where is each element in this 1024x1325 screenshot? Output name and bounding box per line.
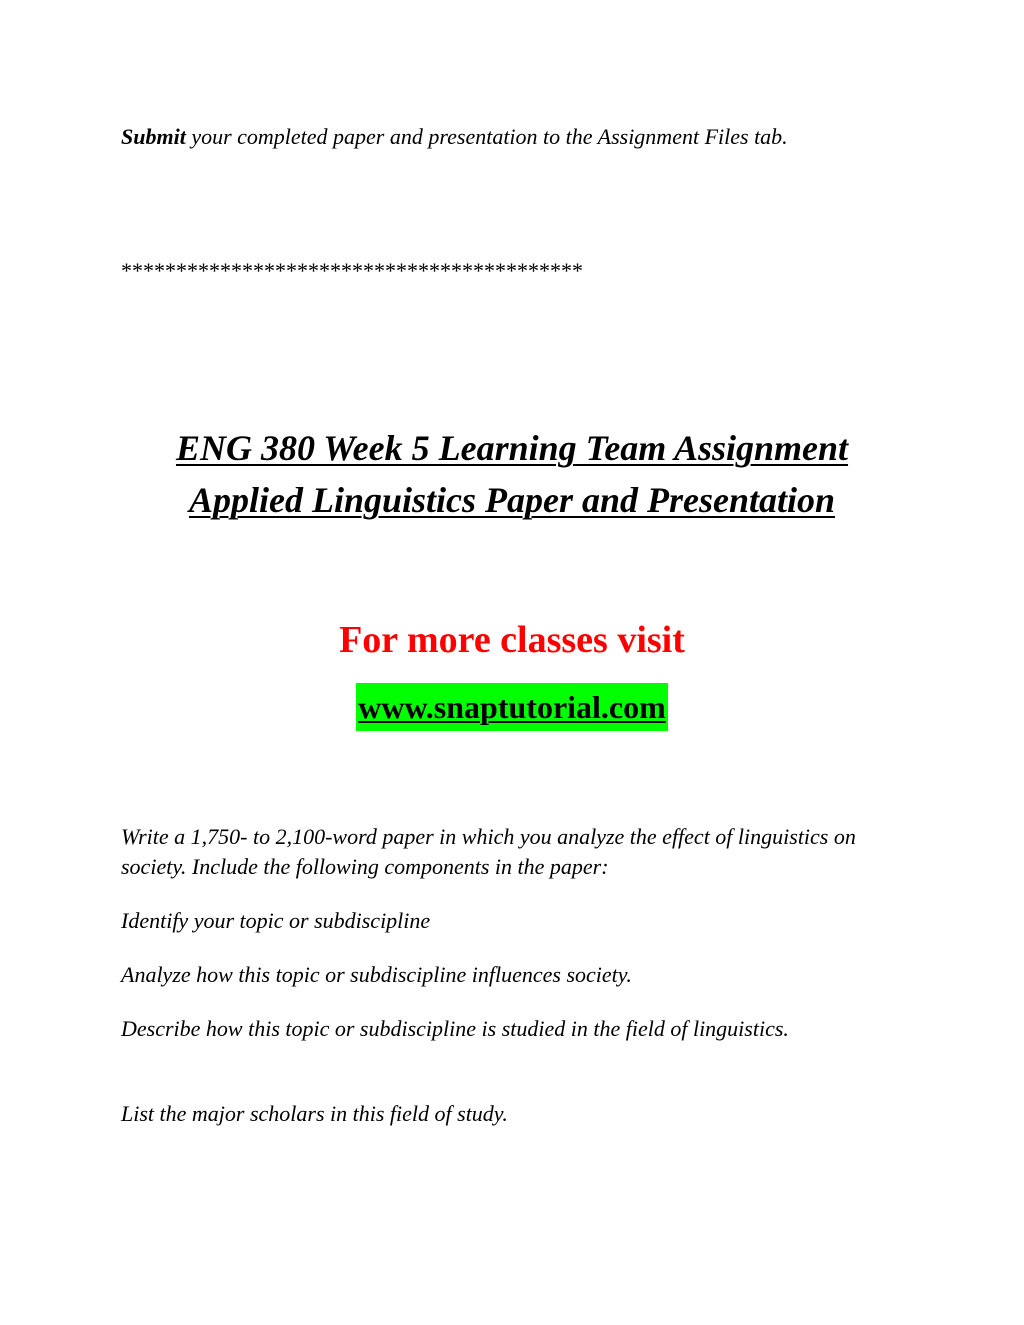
submit-rest: your completed paper and presentation to the Assignment Files tab. [185,124,788,149]
component-item: List the major scholars in this field of study. [121,1101,508,1126]
snaptutorial-link[interactable]: www.snaptutorial.com [356,683,668,731]
submit-instruction [121,122,901,152]
component-item: Analyze how this topic or subdiscipline influences society. [121,962,632,987]
assignment-title [0,422,1024,526]
component-item: Describe how this topic or subdiscipline is studied in the field of linguistics. [121,1016,789,1041]
title-line-2: Applied Linguistics Paper and Presentation [188,480,836,520]
component-item: Identify your topic or subdiscipline [121,908,431,933]
paper-instructions: Write a 1,750- to 2,100-word paper in which you analyze the effect of linguistics on society. Include the following components in the paper: [121,824,856,879]
separator-line: ****************************************** [121,258,583,283]
promo-text: For more classes visit [339,619,685,661]
submit-lead: Submit [121,124,186,149]
site-link-row [0,683,1024,731]
title-line-1: ENG 380 Week 5 Learning Team Assignment [175,428,849,468]
